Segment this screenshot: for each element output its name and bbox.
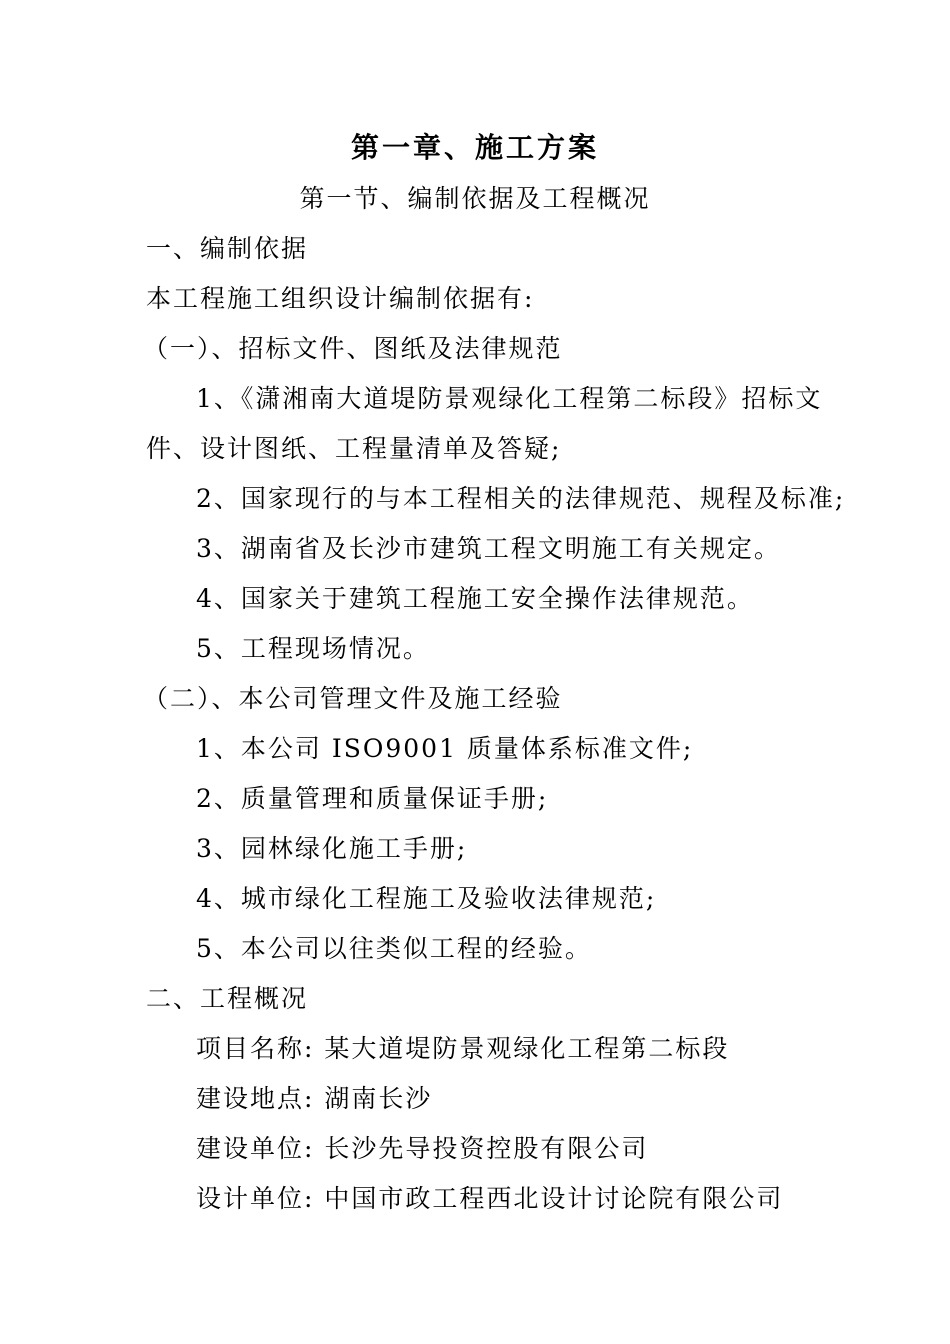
intro-paragraph: 本工程施工组织设计编制依据有: bbox=[146, 284, 535, 313]
list-item: 2、国家现行的与本工程相关的法律规范、规程及标准; bbox=[196, 484, 846, 513]
list-item: 5、工程现场情况。 bbox=[196, 634, 430, 663]
section-subtitle: 第一节、编制依据及工程概况 bbox=[299, 184, 651, 213]
subsection-heading-tender: （一）、招标文件、图纸及法律规范 bbox=[143, 334, 563, 363]
list-item: 4、城市绿化工程施工及验收法律规范; bbox=[196, 884, 657, 913]
overview-project-name: 项目名称: 某大道堤防景观绿化工程第二标段 bbox=[196, 1034, 730, 1063]
list-item: 1、本公司 ISO9001 质量体系标准文件; bbox=[196, 734, 694, 763]
list-item: 3、湖南省及长沙市建筑工程文明施工有关规定。 bbox=[196, 534, 781, 563]
section-heading-basis: 一、编制依据 bbox=[146, 234, 309, 263]
overview-designer: 设计单位: 中国市政工程西北设计讨论院有限公司 bbox=[196, 1184, 784, 1213]
list-item: 1、《潇湘南大道堤防景观绿化工程第二标段》招标文 bbox=[196, 384, 823, 413]
list-item: 4、国家关于建筑工程施工安全操作法律规范。 bbox=[196, 584, 754, 613]
list-item: 3、园林绿化施工手册; bbox=[196, 834, 468, 863]
overview-location: 建设地点: 湖南长沙 bbox=[196, 1084, 433, 1113]
list-item: 5、本公司以往类似工程的经验。 bbox=[196, 934, 592, 963]
overview-client: 建设单位: 长沙先导投资控股有限公司 bbox=[196, 1134, 649, 1163]
list-item-continuation: 件、设计图纸、工程量清单及答疑; bbox=[146, 434, 562, 463]
list-item: 2、质量管理和质量保证手册; bbox=[196, 784, 549, 813]
section-heading-overview: 二、工程概况 bbox=[146, 984, 309, 1013]
subsection-heading-company: （二）、本公司管理文件及施工经验 bbox=[143, 684, 563, 713]
chapter-title: 第一章、施工方案 bbox=[350, 131, 599, 164]
